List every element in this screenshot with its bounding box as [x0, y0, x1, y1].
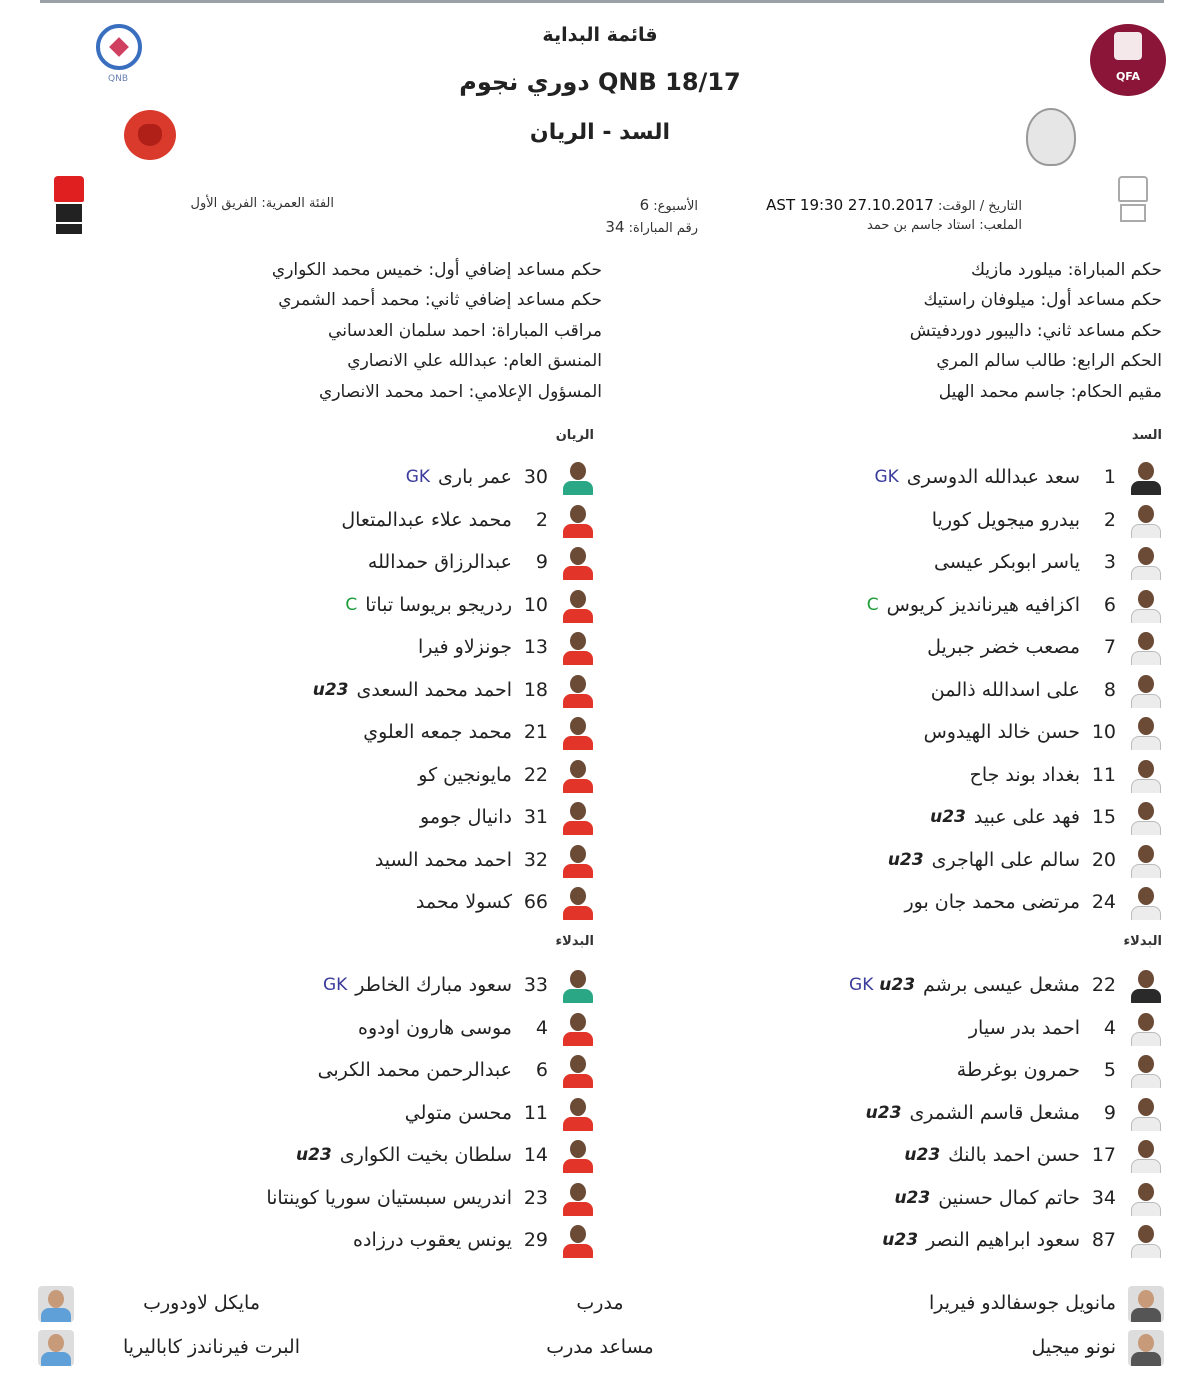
- player-row: [296, 1140, 596, 1170]
- week: الأسبوع: 6: [639, 196, 698, 214]
- player-photo: [560, 1010, 596, 1046]
- player-photo: [560, 799, 596, 835]
- player-tags: u23: [295, 1145, 332, 1165]
- player-number: 22: [1091, 974, 1116, 996]
- player-number: 2: [1103, 508, 1116, 531]
- player-row: [969, 1013, 1164, 1043]
- rayyan-coach-avatar: [38, 1286, 74, 1322]
- player-number: 6: [535, 1059, 548, 1081]
- player-tags: C: [866, 594, 879, 615]
- player-name: عبدالرزاق حمدالله: [367, 551, 512, 573]
- player-row: [970, 760, 1164, 790]
- player-name: سالم على الهاجرى: [931, 848, 1080, 871]
- player-photo: [1128, 502, 1164, 538]
- player-name: حسن خالد الهيدوس: [923, 721, 1080, 743]
- player-row: [874, 462, 1164, 492]
- player-photo: [560, 842, 596, 878]
- player-tags: C: [345, 594, 358, 615]
- player-name: ردريجو بريوسا تباتا: [365, 593, 512, 616]
- player-photo: [560, 1137, 596, 1173]
- official-media: المسؤول الإعلامي: احمد محمد الانصاري: [319, 382, 602, 402]
- rayyan-shorts-icon: [56, 204, 82, 222]
- player-row: [406, 462, 596, 492]
- player-row: [353, 1225, 596, 1255]
- player-name: فهد على عبيد: [973, 806, 1080, 828]
- player-photo: [1128, 1180, 1164, 1216]
- player-name: محمد علاء عبدالمتعال: [341, 508, 512, 531]
- player-row: [927, 632, 1164, 662]
- player-photo: [1128, 629, 1164, 665]
- player-name: جونزلاو فيرا: [418, 636, 512, 658]
- player-number: 4: [535, 1016, 548, 1039]
- player-row: [888, 845, 1164, 875]
- player-name: مرتضى محمد جان بور: [904, 891, 1080, 913]
- player-row: [375, 845, 596, 875]
- rayyan-assistant-avatar: [38, 1330, 74, 1366]
- player-row: [418, 760, 596, 790]
- coach-role-label: مدرب: [576, 1292, 624, 1314]
- stadium: الملعب: استاد جاسم بن حمد: [867, 218, 1022, 233]
- player-number: 29: [523, 1229, 548, 1251]
- player-row: [867, 590, 1164, 620]
- player-name: دانيال جومو: [420, 806, 512, 828]
- page-title: قائمة البداية: [542, 24, 658, 46]
- player-name: ياسر ابوبكر عيسى: [933, 551, 1080, 573]
- rayyan-coach-name: مايكل لاودورب: [143, 1292, 260, 1314]
- player-number: 24: [1091, 891, 1116, 913]
- player-row: [866, 1098, 1164, 1128]
- sadd-team-label: السد: [1131, 428, 1162, 443]
- player-number: 31: [523, 806, 548, 828]
- player-number: 18: [523, 678, 548, 701]
- player-number: 33: [523, 974, 548, 996]
- player-row: [957, 1055, 1164, 1085]
- player-row: [416, 887, 596, 917]
- player-photo: [560, 714, 596, 750]
- player-number: 22: [523, 763, 548, 786]
- official-coordinator: المنسق العام: عبدالله علي الانصاري: [347, 351, 602, 371]
- player-row: [418, 632, 596, 662]
- fixture-title: السد - الريان: [529, 120, 671, 145]
- player-photo: [1128, 544, 1164, 580]
- top-divider: [40, 0, 1164, 3]
- player-name: سعود مبارك الخاطر: [355, 974, 512, 996]
- assistant-role-label: مساعد مدرب: [546, 1336, 654, 1358]
- player-name: بغداد بوند جاح: [969, 763, 1080, 786]
- player-photo: [560, 459, 596, 495]
- player-row: [904, 1140, 1164, 1170]
- player-row: [345, 590, 596, 620]
- player-row: [894, 1183, 1164, 1213]
- player-number: 10: [523, 593, 548, 616]
- player-name: اندريس سبستيان سوريا كوينتانا: [266, 1186, 512, 1209]
- player-photo: [1128, 1095, 1164, 1131]
- player-photo: [1128, 672, 1164, 708]
- player-number: 7: [1103, 636, 1116, 658]
- player-row: [849, 970, 1164, 1000]
- player-row: [266, 1183, 596, 1213]
- player-photo: [560, 587, 596, 623]
- player-name: احمد محمد السعدى: [356, 678, 512, 701]
- player-row: [358, 1013, 596, 1043]
- player-row: [904, 887, 1164, 917]
- player-number: 32: [523, 848, 548, 871]
- player-photo: [1128, 459, 1164, 495]
- player-row: [363, 717, 596, 747]
- official-extra-assistant-2: حكم مساعد إضافي ثاني: محمد أحمد الشمري: [278, 290, 602, 310]
- player-number: 34: [1091, 1186, 1116, 1209]
- player-photo: [1128, 884, 1164, 920]
- player-photo: [560, 1222, 596, 1258]
- player-name: على اسدالله ذالمن: [930, 678, 1080, 701]
- official-assistant-2: حكم مساعد ثاني: داليبور دوردفيتش: [909, 321, 1162, 341]
- player-number: 6: [1103, 593, 1116, 616]
- player-photo: [1128, 714, 1164, 750]
- player-photo: [560, 1095, 596, 1131]
- sadd-shorts-icon: [1120, 204, 1146, 222]
- sadd-assistant-name: نونو ميجيل: [1031, 1336, 1116, 1358]
- player-number: 21: [523, 721, 548, 743]
- sadd-assistant-avatar: [1128, 1330, 1164, 1366]
- player-photo: [1128, 1010, 1164, 1046]
- rayyan-assistant-name: البرت فيرناندز كاباليريا: [122, 1336, 300, 1358]
- player-number: 11: [523, 1101, 548, 1124]
- player-row: [318, 1055, 596, 1085]
- player-name: سعد عبدالله الدوسرى: [906, 466, 1080, 488]
- player-number: 20: [1091, 848, 1116, 871]
- player-photo: [1128, 587, 1164, 623]
- player-photo: [1128, 757, 1164, 793]
- player-number: 8: [1103, 678, 1116, 701]
- player-row: [930, 802, 1164, 832]
- player-tags: u23: [930, 807, 966, 827]
- player-tags: GK u23: [849, 975, 916, 995]
- player-number: 13: [523, 636, 548, 658]
- sadd-subs-label: البدلاء: [1123, 934, 1162, 949]
- player-number: 15: [1091, 806, 1116, 828]
- player-number: 1: [1103, 466, 1116, 488]
- player-row: [931, 675, 1164, 705]
- player-name: اكزافيه هيرنانديز كريوس: [886, 593, 1080, 616]
- player-photo: [560, 629, 596, 665]
- player-name: عمر بارى: [438, 466, 512, 488]
- player-name: محمد جمعه العلوي: [363, 721, 512, 743]
- player-tags: u23: [312, 679, 349, 700]
- player-name: حسن احمد بالنك: [948, 1144, 1080, 1166]
- player-name: احمد محمد السيد: [374, 848, 512, 871]
- player-photo: [560, 502, 596, 538]
- player-number: 14: [523, 1144, 548, 1166]
- player-photo: [560, 672, 596, 708]
- player-name: يونس يعقوب درزاده: [353, 1229, 512, 1251]
- player-photo: [1128, 842, 1164, 878]
- player-name: محسن متولي: [404, 1101, 512, 1124]
- age-group: الفئة العمرية: الفريق الأول: [190, 196, 334, 211]
- player-tags: GK: [405, 467, 431, 487]
- player-number: 4: [1103, 1016, 1116, 1039]
- player-number: 10: [1091, 721, 1116, 743]
- player-number: 17: [1091, 1144, 1116, 1166]
- player-name: موسى هارون اودوه: [358, 1016, 512, 1039]
- player-name: حاتم كمال حسنين: [938, 1186, 1080, 1209]
- qnb-logo-text: QNB: [108, 74, 128, 84]
- player-row: [313, 675, 596, 705]
- player-number: 30: [523, 466, 548, 488]
- player-photo: [560, 967, 596, 1003]
- sadd-coach-avatar: [1128, 1286, 1164, 1322]
- player-number: 23: [523, 1186, 548, 1209]
- player-photo: [560, 1052, 596, 1088]
- player-name: سلطان بخيت الكوارى: [339, 1144, 512, 1166]
- official-assistant-1: حكم مساعد أول: ميلوفان راستيك: [923, 290, 1162, 310]
- player-photo: [560, 1180, 596, 1216]
- player-photo: [1128, 967, 1164, 1003]
- rayyan-shirt-icon: [54, 176, 84, 202]
- player-row: [932, 505, 1164, 535]
- player-name: مايونجين كو: [418, 763, 512, 786]
- rayyan-team-label: الريان: [555, 428, 594, 443]
- player-row: [924, 717, 1164, 747]
- official-referee: حكم المباراة: ميلورد مازيك: [970, 260, 1162, 280]
- player-tags: u23: [882, 1230, 919, 1250]
- player-number: 9: [1103, 1101, 1116, 1124]
- player-tags: u23: [904, 1145, 941, 1165]
- player-photo: [1128, 1137, 1164, 1173]
- player-name: بيدرو ميجويل كوريا: [931, 508, 1080, 531]
- player-photo: [560, 544, 596, 580]
- player-name: عبدالرحمن محمد الكربى: [317, 1059, 512, 1081]
- player-name: كسولا محمد: [415, 891, 512, 913]
- official-extra-assistant-1: حكم مساعد إضافي أول: خميس محمد الكواري: [271, 260, 602, 280]
- player-number: 11: [1091, 763, 1116, 786]
- rayyan-socks-icon: [56, 224, 82, 234]
- player-row: [882, 1225, 1164, 1255]
- player-tags: GK: [874, 467, 899, 487]
- date-time: التاريخ / الوقت: 27.10.2017 19:30 AST: [766, 196, 1022, 214]
- player-tags: u23: [887, 849, 924, 870]
- rayyan-subs-label: البدلاء: [555, 934, 594, 949]
- player-photo: [1128, 1052, 1164, 1088]
- player-number: 3: [1103, 551, 1116, 573]
- player-photo: [560, 757, 596, 793]
- player-name: سعود ابراهيم النصر: [926, 1229, 1080, 1251]
- player-name: احمد بدر سيار: [968, 1016, 1080, 1039]
- player-name: حمرون بوغرطة: [956, 1059, 1080, 1081]
- match-number: رقم المباراة: 34: [605, 218, 698, 236]
- player-row: [368, 547, 596, 577]
- player-row: [405, 1098, 596, 1128]
- player-name: مصعب خضر جبريل: [927, 636, 1080, 658]
- player-number: 87: [1091, 1229, 1116, 1251]
- player-number: 2: [535, 508, 548, 531]
- official-match-commissioner: مراقب المباراة: احمد سلمان العدساني: [328, 321, 602, 341]
- player-tags: u23: [894, 1187, 931, 1208]
- official-fourth: الحكم الرابع: طالب سالم المري: [936, 351, 1162, 371]
- player-number: 9: [535, 551, 548, 573]
- player-row: [341, 505, 596, 535]
- qfa-logo: QFA: [1090, 24, 1166, 96]
- league-title: دوري نجوم QNB 18/17: [459, 68, 741, 96]
- player-row: [934, 547, 1164, 577]
- player-name: مشعل عيسى برشم: [923, 974, 1080, 996]
- player-name: مشعل قاسم الشمرى: [909, 1101, 1080, 1124]
- player-number: 5: [1103, 1059, 1116, 1081]
- sadd-shirt-icon: [1118, 176, 1148, 202]
- player-row: [420, 802, 596, 832]
- player-photo: [560, 884, 596, 920]
- player-tags: GK: [322, 975, 348, 995]
- sadd-coach-name: مانويل جوسفالدو فيريرا: [929, 1292, 1116, 1314]
- player-row: [323, 970, 596, 1000]
- player-number: 66: [523, 891, 548, 913]
- player-photo: [1128, 1222, 1164, 1258]
- player-photo: [1128, 799, 1164, 835]
- player-tags: u23: [865, 1102, 902, 1123]
- official-assessor: مقيم الحكام: جاسم محمد الهيل: [938, 382, 1162, 402]
